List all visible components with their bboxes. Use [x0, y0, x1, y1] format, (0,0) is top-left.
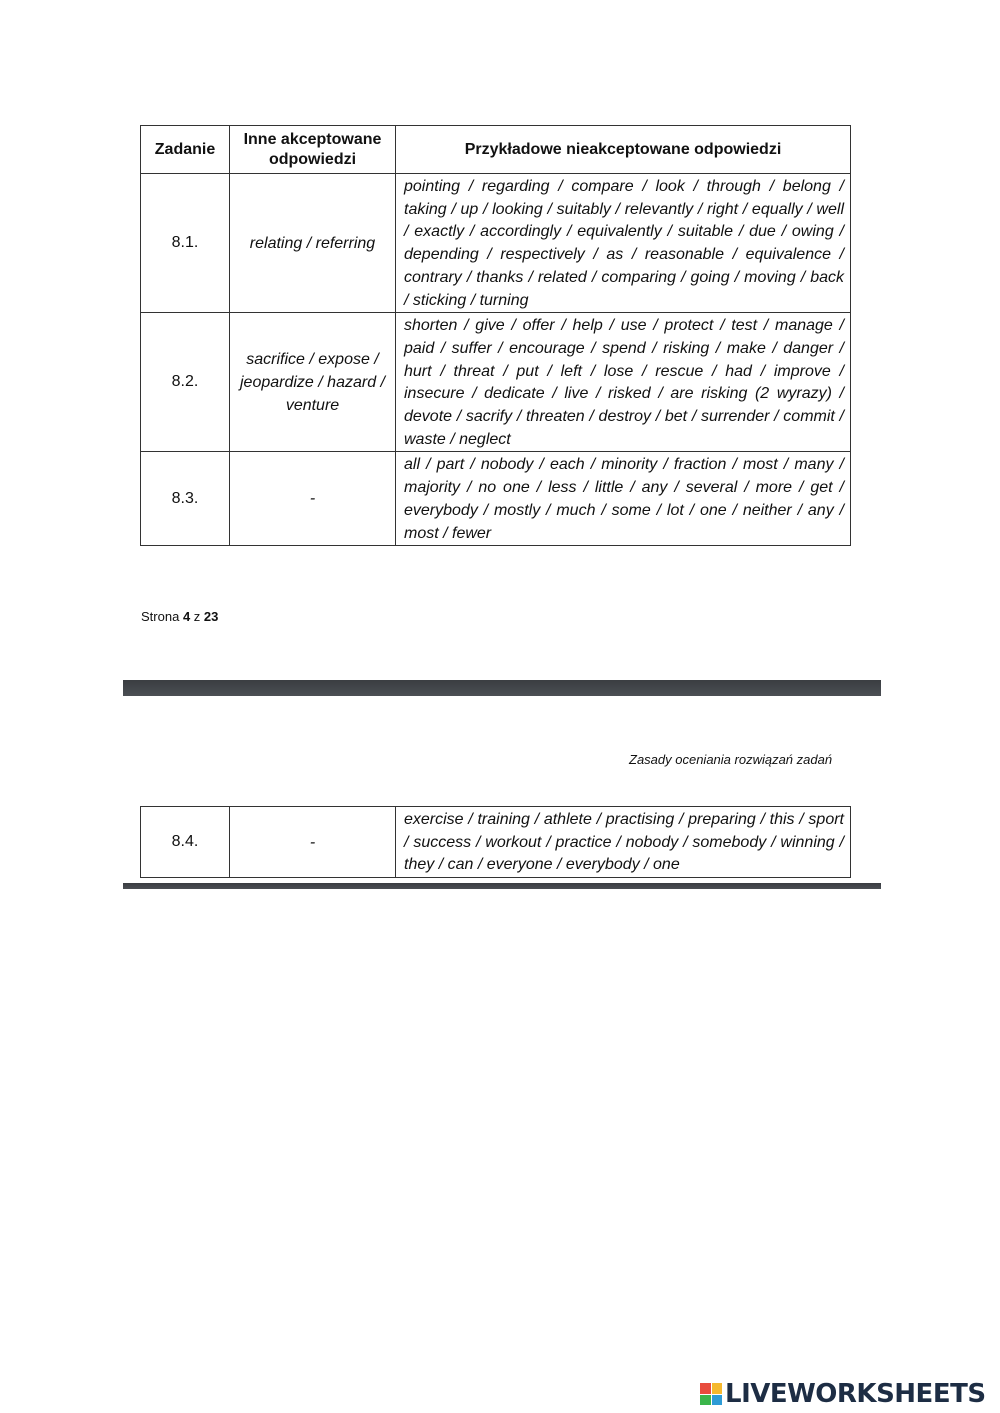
- page-prefix: Strona: [141, 609, 180, 624]
- page-total: 23: [203, 609, 219, 624]
- rejected-answers: exercise / training / athlete / practising / preparing / this / sport / success / workout / practice / nobody / somebody / winning / they / can / everyone / everybody / one: [396, 807, 851, 878]
- table-header-row: [141, 126, 851, 174]
- page-break-bar: [123, 680, 881, 696]
- accepted-answers: relating / referring: [230, 174, 396, 313]
- table-row: [141, 452, 851, 546]
- logo-text: LIVEWORKSHEETS: [725, 1379, 986, 1409]
- answer-key-table: [140, 125, 851, 546]
- rejected-answers: pointing / regarding / compare / look / through / belong / taking / up / looking / suitably / relevantly / right / equally / well / exactly / accordingly / equivalently / suitable / due / owing / depending / respectively / as / reasonable / equivalence / contrary / thanks / related / comparing / going / moving / back / sticking / turning: [396, 174, 851, 313]
- accepted-answers: -: [230, 452, 396, 546]
- task-number: 8.2.: [141, 313, 230, 452]
- task-number: 8.1.: [141, 174, 230, 313]
- task-number: 8.4.: [141, 807, 230, 878]
- accepted-answers: -: [230, 807, 396, 878]
- table-row: [141, 313, 851, 452]
- bottom-edge-bar: [123, 883, 881, 889]
- rejected-answers: all / part / nobody / each / minority / fraction / most / many / majority / no one / less / little / any / several / more / get / everybody / mostly / much / some / lot / one / neither / any / most / fewer: [396, 452, 851, 546]
- header-accepted: Inne akceptowane odpowiedzi: [230, 126, 396, 174]
- answer-key-table-continued: [140, 806, 851, 878]
- page-current: 4: [182, 609, 191, 624]
- next-page-header: Zasady oceniania rozwiązań zadań: [629, 752, 833, 767]
- rejected-answers: shorten / give / offer / help / use / protect / test / manage / paid / suffer / encourage / spend / risking / make / danger / hurt / threat / put / left / lose / rescue / had / improve / insecure / dedicate / live / risked / are risking (2 wyrazy) / devote / sacrify / threaten / destroy / bet / surrender / commit / waste / neglect: [396, 313, 851, 452]
- header-task: Zadanie: [141, 126, 230, 174]
- table-row: [141, 174, 851, 313]
- page-separator: z: [193, 609, 201, 624]
- liveworksheets-logo: [700, 1379, 986, 1409]
- page-number: [141, 609, 218, 624]
- logo-icon: [700, 1383, 722, 1405]
- accepted-answers: sacrifice / expose / jeopardize / hazard / venture: [230, 313, 396, 452]
- table-row: [141, 807, 851, 878]
- header-rejected: Przykładowe nieakceptowane odpowiedzi: [396, 126, 851, 174]
- task-number: 8.3.: [141, 452, 230, 546]
